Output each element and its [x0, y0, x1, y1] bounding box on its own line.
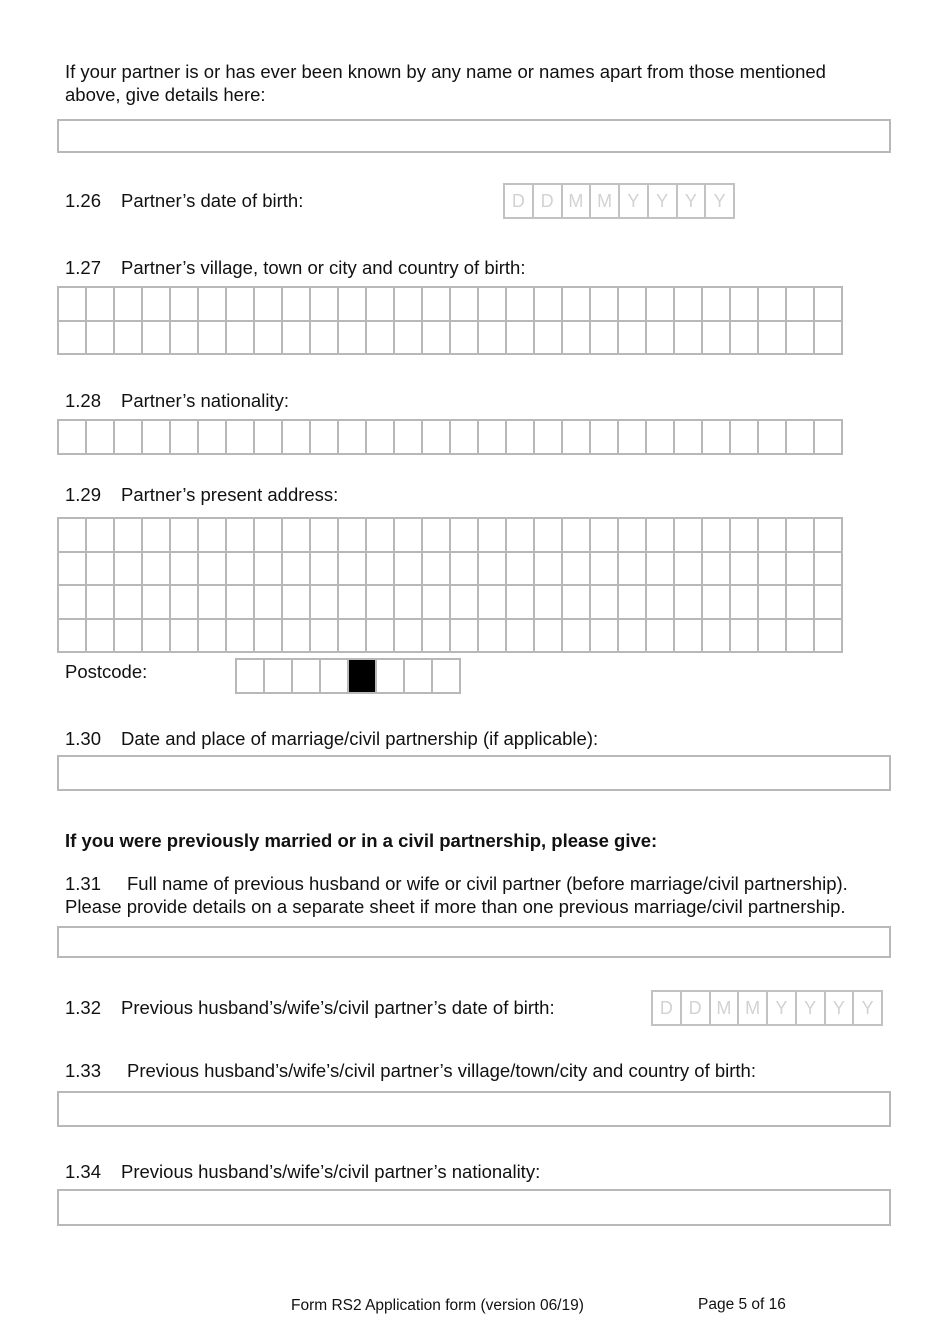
char-cell[interactable] [142, 420, 170, 454]
q132-number: 1.32 [65, 997, 102, 1018]
q129-label-row [65, 483, 338, 506]
q129-number: 1.29 [65, 484, 102, 505]
char-cell[interactable] [86, 287, 114, 321]
char-cell[interactable] [758, 287, 786, 321]
char-cell[interactable] [506, 518, 534, 552]
char-cell[interactable] [86, 552, 114, 586]
char-cell[interactable] [226, 420, 254, 454]
char-cell[interactable] [702, 619, 730, 653]
q128-label: Partner’s nationality: [121, 390, 289, 411]
char-cell[interactable] [562, 585, 590, 619]
dob-year-2[interactable]: Y [648, 184, 677, 218]
char-cell[interactable] [254, 619, 282, 653]
char-cell[interactable] [674, 321, 702, 355]
char-cell[interactable] [198, 619, 226, 653]
char-cell[interactable] [478, 321, 506, 355]
char-cell[interactable] [674, 585, 702, 619]
char-cell[interactable] [618, 585, 646, 619]
char-cell[interactable] [254, 518, 282, 552]
q131-number: 1.31 [65, 873, 102, 894]
char-cell[interactable] [758, 321, 786, 355]
char-cell[interactable] [170, 420, 198, 454]
char-cell[interactable] [758, 518, 786, 552]
char-cell[interactable] [142, 321, 170, 355]
char-cell[interactable] [432, 659, 460, 693]
dob-year-1[interactable]: Y [619, 184, 648, 218]
char-cell[interactable] [478, 619, 506, 653]
q133-label-row [65, 1059, 756, 1082]
other-names-line-2: above, give details here: [65, 84, 266, 105]
char-cell[interactable] [394, 518, 422, 552]
char-cell[interactable] [282, 321, 310, 355]
char-cell[interactable] [422, 321, 450, 355]
char-cell[interactable] [338, 518, 366, 552]
previous-partner-birthplace-input[interactable] [57, 1091, 891, 1127]
previous-partner-name-input[interactable] [57, 926, 891, 958]
char-cell[interactable] [674, 552, 702, 586]
char-cell[interactable] [366, 287, 394, 321]
postcode-grid [235, 658, 461, 694]
partner-address-grid [57, 517, 843, 653]
char-cell[interactable] [86, 518, 114, 552]
char-cell[interactable] [282, 619, 310, 653]
char-cell[interactable] [478, 420, 506, 454]
char-cell[interactable] [282, 287, 310, 321]
char-cell[interactable] [618, 321, 646, 355]
char-cell[interactable] [618, 287, 646, 321]
char-cell[interactable] [758, 619, 786, 653]
char-cell[interactable] [450, 585, 478, 619]
partner-dob-field [503, 183, 735, 219]
q132-label-row [65, 996, 555, 1019]
char-cell[interactable] [422, 420, 450, 454]
postcode-label: Postcode: [65, 661, 148, 682]
char-cell[interactable] [254, 585, 282, 619]
char-cell[interactable] [310, 518, 338, 552]
q134-label-row [65, 1160, 540, 1183]
char-cell[interactable] [254, 321, 282, 355]
char-cell[interactable] [590, 585, 618, 619]
char-cell[interactable] [226, 552, 254, 586]
char-cell[interactable] [282, 585, 310, 619]
dob-month-1[interactable]: M [562, 184, 591, 218]
char-cell[interactable] [142, 619, 170, 653]
char-cell[interactable] [226, 585, 254, 619]
char-cell[interactable] [758, 585, 786, 619]
char-cell[interactable] [422, 619, 450, 653]
char-cell[interactable] [646, 321, 674, 355]
char-cell[interactable] [310, 287, 338, 321]
other-names-question [65, 60, 826, 106]
char-cell[interactable] [338, 321, 366, 355]
char-cell[interactable] [562, 518, 590, 552]
char-cell[interactable] [114, 585, 142, 619]
char-cell[interactable] [758, 552, 786, 586]
q130-number: 1.30 [65, 728, 102, 749]
char-cell[interactable] [226, 518, 254, 552]
char-cell[interactable] [282, 518, 310, 552]
q133-number: 1.33 [65, 1060, 102, 1081]
char-cell[interactable] [786, 321, 814, 355]
char-cell[interactable] [478, 585, 506, 619]
char-cell[interactable] [646, 287, 674, 321]
prev-dob-month-1[interactable]: M [710, 991, 739, 1025]
char-cell[interactable] [170, 585, 198, 619]
char-cell[interactable] [366, 552, 394, 586]
char-cell[interactable] [310, 420, 338, 454]
char-cell[interactable] [114, 287, 142, 321]
char-cell[interactable] [58, 321, 86, 355]
q132-label: Previous husband’s/wife’s/civil partner’s date of birth: [121, 997, 555, 1018]
char-cell[interactable] [646, 420, 674, 454]
char-cell[interactable] [114, 518, 142, 552]
char-cell[interactable] [394, 552, 422, 586]
char-cell[interactable] [674, 287, 702, 321]
char-cell[interactable] [590, 420, 618, 454]
char-cell[interactable] [506, 321, 534, 355]
dob-month-2[interactable]: M [590, 184, 619, 218]
char-cell[interactable] [702, 420, 730, 454]
char-cell[interactable] [86, 321, 114, 355]
char-cell[interactable] [674, 420, 702, 454]
other-names-input[interactable] [57, 119, 891, 153]
char-cell[interactable] [282, 420, 310, 454]
q127-label-row [65, 256, 525, 279]
q126-number: 1.26 [65, 190, 102, 211]
char-cell[interactable] [814, 420, 842, 454]
footer-page-number: Page 5 of 16 [698, 1296, 786, 1313]
char-cell[interactable] [422, 552, 450, 586]
char-cell[interactable] [450, 287, 478, 321]
dob-day-2[interactable]: D [533, 184, 562, 218]
char-cell[interactable] [534, 619, 562, 653]
char-cell[interactable] [394, 420, 422, 454]
char-cell[interactable] [590, 552, 618, 586]
char-cell[interactable] [674, 518, 702, 552]
char-cell[interactable] [534, 518, 562, 552]
char-cell[interactable] [366, 585, 394, 619]
char-cell[interactable] [58, 518, 86, 552]
char-cell[interactable] [814, 287, 842, 321]
char-cell[interactable] [562, 619, 590, 653]
dob-year-3[interactable]: Y [677, 184, 706, 218]
char-cell[interactable] [786, 585, 814, 619]
char-cell[interactable] [786, 420, 814, 454]
char-cell[interactable] [506, 287, 534, 321]
char-cell[interactable] [730, 619, 758, 653]
char-cell[interactable] [506, 585, 534, 619]
char-cell[interactable] [730, 321, 758, 355]
char-cell[interactable] [198, 552, 226, 586]
char-cell[interactable] [198, 518, 226, 552]
partner-nationality-grid [57, 419, 843, 455]
char-cell[interactable] [450, 420, 478, 454]
char-cell[interactable] [264, 659, 292, 693]
prev-dob-month-2[interactable]: M [738, 991, 767, 1025]
char-cell[interactable] [338, 420, 366, 454]
q129-label: Partner’s present address: [121, 484, 339, 505]
char-cell[interactable] [310, 585, 338, 619]
char-cell[interactable] [404, 659, 432, 693]
char-cell[interactable] [394, 321, 422, 355]
partner-birthplace-grid [57, 286, 843, 355]
char-cell[interactable] [422, 518, 450, 552]
char-cell[interactable] [730, 287, 758, 321]
q133-label: Previous husband’s/wife’s/civil partner’s village/town/city and country of birth: [127, 1060, 756, 1081]
char-cell[interactable] [618, 420, 646, 454]
char-cell[interactable] [58, 585, 86, 619]
char-cell[interactable] [170, 321, 198, 355]
dob-year-4[interactable]: Y [705, 184, 734, 218]
char-cell[interactable] [618, 619, 646, 653]
char-cell[interactable] [58, 619, 86, 653]
char-cell[interactable] [58, 420, 86, 454]
char-cell[interactable] [730, 552, 758, 586]
char-cell[interactable] [730, 585, 758, 619]
char-cell[interactable] [198, 321, 226, 355]
char-cell[interactable] [254, 287, 282, 321]
char-cell[interactable] [506, 619, 534, 653]
char-cell[interactable] [646, 552, 674, 586]
other-names-line-1: If your partner is or has ever been known by any name or names apart from those mentioned [65, 61, 826, 82]
char-cell[interactable] [422, 585, 450, 619]
char-cell[interactable] [394, 619, 422, 653]
char-cell[interactable] [292, 659, 320, 693]
char-cell[interactable] [114, 619, 142, 653]
char-cell[interactable] [478, 287, 506, 321]
char-cell[interactable] [114, 420, 142, 454]
char-cell[interactable] [646, 518, 674, 552]
char-cell[interactable] [254, 552, 282, 586]
char-cell[interactable] [674, 619, 702, 653]
char-cell[interactable] [450, 321, 478, 355]
char-cell[interactable] [534, 585, 562, 619]
q130-label: Date and place of marriage/civil partnership (if applicable): [121, 728, 599, 749]
prev-dob-year-1[interactable]: Y [767, 991, 796, 1025]
char-cell[interactable] [338, 585, 366, 619]
char-cell[interactable] [786, 287, 814, 321]
q126-label: Partner’s date of birth: [121, 190, 304, 211]
char-cell[interactable] [422, 287, 450, 321]
char-cell[interactable] [478, 518, 506, 552]
char-cell[interactable] [254, 420, 282, 454]
q128-label-row [65, 389, 289, 412]
char-cell[interactable] [198, 585, 226, 619]
char-cell[interactable] [702, 585, 730, 619]
char-cell[interactable] [646, 619, 674, 653]
char-cell[interactable] [534, 287, 562, 321]
prev-dob-year-2[interactable]: Y [796, 991, 825, 1025]
dob-day-1[interactable]: D [504, 184, 533, 218]
char-cell[interactable] [506, 420, 534, 454]
char-cell[interactable] [730, 420, 758, 454]
char-cell[interactable] [142, 585, 170, 619]
char-cell[interactable] [814, 585, 842, 619]
char-cell[interactable] [338, 619, 366, 653]
char-cell[interactable] [590, 619, 618, 653]
char-cell[interactable] [58, 552, 86, 586]
char-cell[interactable] [394, 287, 422, 321]
q134-label: Previous husband’s/wife’s/civil partner’s nationality: [121, 1161, 541, 1182]
q128-number: 1.28 [65, 390, 102, 411]
q126-label-row [65, 189, 303, 212]
char-cell[interactable] [394, 585, 422, 619]
char-cell[interactable] [366, 420, 394, 454]
blocked-cell [348, 659, 376, 693]
char-cell[interactable] [170, 518, 198, 552]
prev-dob-day-1[interactable]: D [652, 991, 681, 1025]
char-cell[interactable] [618, 518, 646, 552]
char-cell[interactable] [702, 321, 730, 355]
q134-number: 1.34 [65, 1161, 102, 1182]
char-cell[interactable] [562, 420, 590, 454]
char-cell[interactable] [142, 287, 170, 321]
char-cell[interactable] [114, 552, 142, 586]
previous-partner-nationality-input[interactable] [57, 1189, 891, 1226]
char-cell[interactable] [170, 552, 198, 586]
char-cell[interactable] [142, 552, 170, 586]
footer-form-name: Form RS2 Application form (version 06/19) [291, 1297, 584, 1314]
char-cell[interactable] [114, 321, 142, 355]
char-cell[interactable] [198, 420, 226, 454]
char-cell[interactable] [590, 321, 618, 355]
q130-label-row [65, 727, 598, 750]
char-cell[interactable] [758, 420, 786, 454]
char-cell[interactable] [590, 287, 618, 321]
char-cell[interactable] [310, 321, 338, 355]
prev-dob-day-2[interactable]: D [681, 991, 710, 1025]
char-cell[interactable] [226, 619, 254, 653]
char-cell[interactable] [730, 518, 758, 552]
char-cell[interactable] [786, 619, 814, 653]
char-cell[interactable] [86, 619, 114, 653]
char-cell[interactable] [338, 287, 366, 321]
char-cell[interactable] [646, 585, 674, 619]
char-cell[interactable] [814, 552, 842, 586]
char-cell[interactable] [450, 552, 478, 586]
q131-label [65, 872, 848, 918]
char-cell[interactable] [366, 321, 394, 355]
char-cell[interactable] [702, 518, 730, 552]
char-cell[interactable] [534, 420, 562, 454]
char-cell[interactable] [534, 552, 562, 586]
char-cell[interactable] [198, 287, 226, 321]
prev-dob-year-3[interactable]: Y [825, 991, 854, 1025]
char-cell[interactable] [814, 619, 842, 653]
char-cell[interactable] [310, 619, 338, 653]
char-cell[interactable] [86, 420, 114, 454]
char-cell[interactable] [320, 659, 348, 693]
char-cell[interactable] [786, 518, 814, 552]
char-cell[interactable] [338, 552, 366, 586]
char-cell[interactable] [170, 619, 198, 653]
q131-line-2: Please provide details on a separate sheet if more than one previous marriage/civil partnership. [65, 896, 846, 917]
char-cell[interactable] [590, 518, 618, 552]
char-cell[interactable] [310, 552, 338, 586]
previous-marriage-heading: If you were previously married or in a civil partnership, please give: [65, 830, 658, 851]
char-cell[interactable] [786, 552, 814, 586]
q127-number: 1.27 [65, 257, 102, 278]
char-cell[interactable] [366, 619, 394, 653]
char-cell[interactable] [366, 518, 394, 552]
char-cell[interactable] [562, 321, 590, 355]
char-cell[interactable] [478, 552, 506, 586]
char-cell[interactable] [226, 287, 254, 321]
char-cell[interactable] [226, 321, 254, 355]
char-cell[interactable] [450, 619, 478, 653]
char-cell[interactable] [58, 287, 86, 321]
char-cell[interactable] [86, 585, 114, 619]
char-cell[interactable] [702, 287, 730, 321]
char-cell[interactable] [450, 518, 478, 552]
char-cell[interactable] [142, 518, 170, 552]
char-cell[interactable] [506, 552, 534, 586]
char-cell[interactable] [814, 518, 842, 552]
q131-line-1: Full name of previous husband or wife or civil partner (before marriage/civil partnership). [127, 873, 848, 894]
char-cell[interactable] [170, 287, 198, 321]
char-cell[interactable] [282, 552, 310, 586]
char-cell[interactable] [562, 552, 590, 586]
q127-label: Partner’s village, town or city and country of birth: [121, 257, 526, 278]
char-cell[interactable] [618, 552, 646, 586]
char-cell[interactable] [534, 321, 562, 355]
char-cell[interactable] [702, 552, 730, 586]
prev-dob-year-4[interactable]: Y [853, 991, 882, 1025]
previous-partner-dob-field [651, 990, 883, 1026]
char-cell[interactable] [562, 287, 590, 321]
char-cell[interactable] [236, 659, 264, 693]
marriage-date-place-input[interactable] [57, 755, 891, 791]
char-cell[interactable] [376, 659, 404, 693]
char-cell[interactable] [814, 321, 842, 355]
